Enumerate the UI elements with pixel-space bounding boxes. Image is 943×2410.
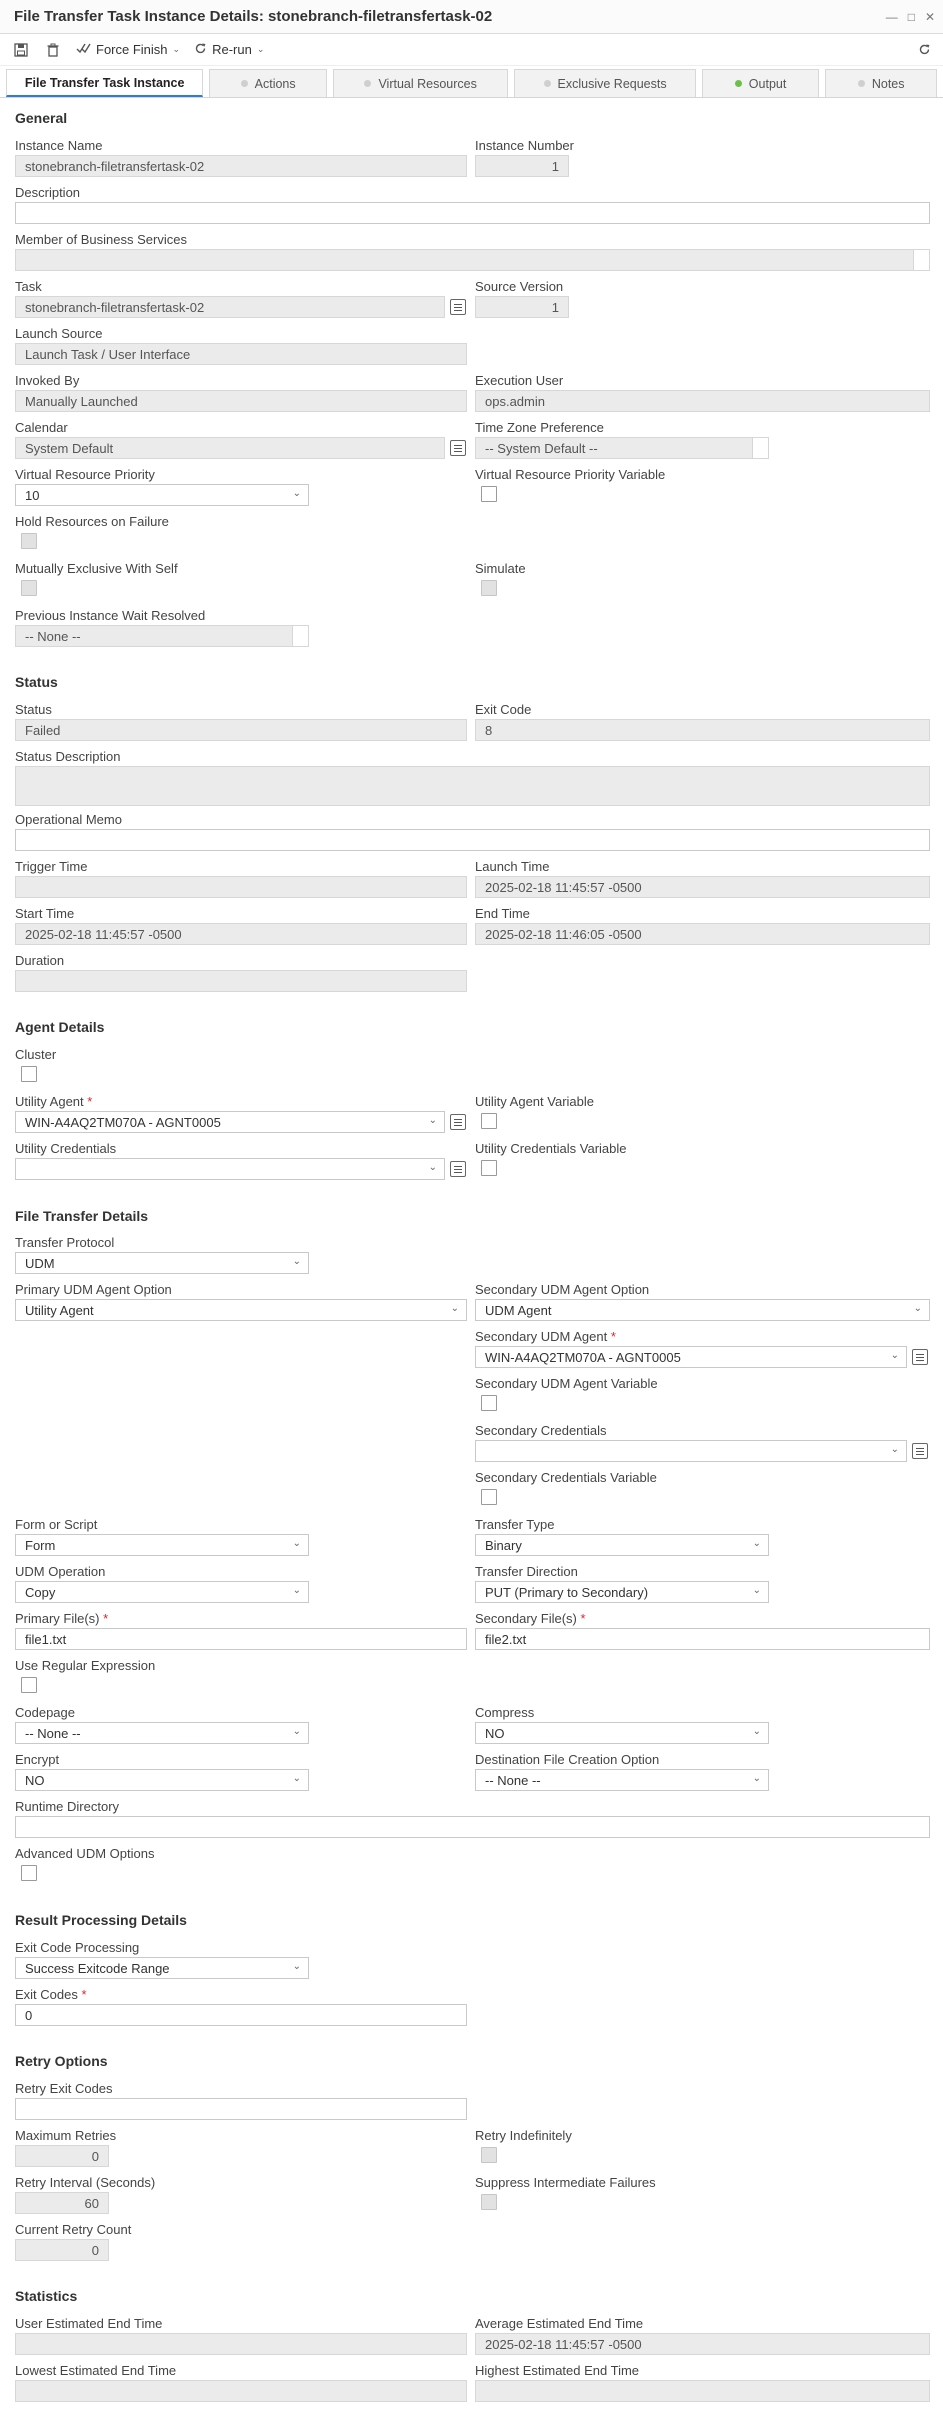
lookup-icon[interactable]	[450, 1114, 466, 1130]
retry-interval-field: 60	[15, 2192, 109, 2214]
transfer-protocol-value: UDM	[25, 1256, 55, 1271]
utility-agent-value: WIN-A4AQ2TM070A - AGNT0005	[25, 1115, 221, 1130]
secondary-udm-option-value: UDM Agent	[485, 1303, 552, 1318]
highest-estimated-end-field	[475, 2380, 930, 2402]
launch-time-label: Launch Time	[475, 859, 550, 874]
start-time-field: 2025-02-18 11:45:57 -0500	[15, 923, 467, 945]
chevron-down-icon: ⌄	[172, 44, 181, 54]
chevron-down-icon: ⌄	[450, 1303, 459, 1314]
required-marker: *	[81, 1987, 87, 2002]
suppress-failures-label: Suppress Intermediate Failures	[475, 2175, 656, 2190]
tab-bar	[0, 66, 943, 98]
user-estimated-end-field	[15, 2333, 467, 2355]
dest-file-option-label: Destination File Creation Option	[475, 1752, 660, 1767]
transfer-protocol-label: Transfer Protocol	[15, 1235, 115, 1250]
member-business-services-label: Member of Business Services	[15, 232, 187, 247]
use-regex-label: Use Regular Expression	[15, 1658, 156, 1673]
end-time-field: 2025-02-18 11:46:05 -0500	[475, 923, 930, 945]
current-retry-count-field: 0	[15, 2239, 109, 2261]
secondary-credentials-var-checkbox[interactable]	[481, 1489, 497, 1505]
exit-code-label: Exit Code	[475, 702, 532, 717]
launch-source-label: Launch Source	[15, 326, 103, 341]
lookup-icon[interactable]	[912, 1443, 928, 1459]
exit-codes-label-text: Exit Codes	[15, 1987, 78, 2002]
required-marker: *	[103, 1611, 109, 1626]
mutex-label: Mutually Exclusive With Self	[15, 561, 178, 576]
dest-file-option-value: -- None --	[485, 1773, 541, 1788]
chevron-down-icon: ⌄	[752, 1538, 761, 1549]
chevron-down-icon: ⌄	[752, 1585, 761, 1596]
avg-estimated-end-label: Average Estimated End Time	[475, 2316, 644, 2331]
utility-credentials-label: Utility Credentials	[15, 1141, 117, 1156]
prev-wait-label: Previous Instance Wait Resolved	[15, 608, 206, 623]
transfer-type-select[interactable]	[475, 1534, 769, 1556]
compress-select[interactable]	[475, 1722, 769, 1744]
transfer-type-value: Binary	[485, 1538, 522, 1553]
exit-codes-field[interactable]: 0	[15, 2004, 467, 2026]
transfer-direction-select[interactable]	[475, 1581, 769, 1603]
compress-label: Compress	[475, 1705, 535, 1720]
tab-label: Output	[748, 76, 787, 91]
titlebar	[0, 0, 943, 34]
vr-priority-select[interactable]	[15, 484, 309, 506]
vr-priority-label: Virtual Resource Priority	[15, 467, 155, 482]
transfer-protocol-select[interactable]	[15, 1252, 309, 1274]
task-field: stonebranch-filetransfertask-02	[15, 296, 445, 318]
force-finish-label: Force Finish	[96, 42, 168, 57]
simulate-checkbox	[481, 580, 497, 596]
section-status-heading: Status	[15, 674, 58, 690]
utility-agent-label	[15, 1094, 92, 1109]
vr-priority-var-label: Virtual Resource Priority Variable	[475, 467, 666, 482]
form-content	[0, 98, 943, 2410]
exit-code-processing-label: Exit Code Processing	[15, 1940, 140, 1955]
tab-output[interactable]	[702, 69, 820, 97]
instance-name-label: Instance Name	[15, 138, 103, 153]
window-title: File Transfer Task Instance Details: stonebranch-filetransfertask-02	[14, 8, 493, 25]
lowest-estimated-end-label: Lowest Estimated End Time	[15, 2363, 177, 2378]
chevron-down-icon: ⌄	[752, 1773, 761, 1784]
chevron-down-icon: ⌄	[292, 1961, 301, 1972]
user-estimated-end-label: User Estimated End Time	[15, 2316, 163, 2331]
timezone-value: -- System Default --	[485, 441, 598, 456]
secondary-files-label-text: Secondary File(s)	[475, 1611, 577, 1626]
utility-credentials-var-checkbox[interactable]	[481, 1160, 497, 1176]
required-marker: *	[87, 1094, 93, 1109]
simulate-label: Simulate	[475, 561, 526, 576]
max-retries-field: 0	[15, 2145, 109, 2167]
prev-wait-select	[15, 625, 309, 647]
retry-indefinitely-label: Retry Indefinitely	[475, 2128, 572, 2143]
section-file-transfer-heading: File Transfer Details	[15, 1208, 149, 1224]
secondary-credentials-select[interactable]	[475, 1440, 907, 1462]
chevron-down-icon: ⌄	[890, 1444, 899, 1455]
tab-virtual-resources[interactable]	[333, 69, 508, 97]
chevron-down-icon: ⌄	[428, 1162, 437, 1173]
tab-label: Notes	[871, 76, 905, 91]
lookup-icon[interactable]	[450, 299, 466, 315]
chevron-down-icon: ⌄	[292, 1585, 301, 1596]
lookup-icon[interactable]	[450, 440, 466, 456]
chevron-down-icon: ⌄	[292, 1773, 301, 1784]
minimize-icon[interactable]: —	[885, 9, 898, 24]
force-finish-icon	[76, 42, 91, 57]
launch-source-field: Launch Task / User Interface	[15, 343, 467, 365]
source-version-label: Source Version	[475, 279, 564, 294]
close-icon[interactable]: ✕	[924, 9, 935, 24]
form-or-script-label: Form or Script	[15, 1517, 98, 1532]
codepage-label: Codepage	[15, 1705, 75, 1720]
primary-files-label	[15, 1611, 108, 1626]
chevron-down-icon: ⌄	[292, 488, 301, 499]
exit-codes-label	[15, 1987, 87, 2002]
start-time-label: Start Time	[15, 906, 75, 921]
status-description-label: Status Description	[15, 749, 121, 764]
secondary-files-field[interactable]: file2.txt	[475, 1628, 930, 1650]
tab-label: Virtual Resources	[378, 76, 477, 91]
primary-udm-option-label: Primary UDM Agent Option	[15, 1282, 172, 1297]
operational-memo-label: Operational Memo	[15, 812, 122, 827]
secondary-udm-agent-label	[475, 1329, 616, 1344]
field-stub	[752, 438, 768, 458]
secondary-credentials-label: Secondary Credentials	[475, 1423, 607, 1438]
description-field[interactable]	[15, 202, 930, 224]
execution-user-label: Execution User	[475, 373, 564, 388]
udm-operation-value: Copy	[25, 1585, 56, 1600]
tab-label: Exclusive Requests	[557, 76, 667, 91]
required-marker: *	[580, 1611, 586, 1626]
use-regex-checkbox[interactable]	[21, 1677, 37, 1693]
hold-resources-checkbox	[21, 533, 37, 549]
tab-label: File Transfer Task Instance	[24, 75, 185, 90]
compress-value: NO	[485, 1726, 505, 1741]
secondary-udm-agent-select[interactable]	[475, 1346, 907, 1368]
status-field: Failed	[15, 719, 467, 741]
advanced-udm-checkbox[interactable]	[21, 1865, 37, 1881]
avg-estimated-end-field: 2025-02-18 11:45:57 -0500	[475, 2333, 930, 2355]
codepage-value: -- None --	[25, 1726, 81, 1741]
exit-code-field: 8	[475, 719, 930, 741]
utility-credentials-select[interactable]	[15, 1158, 445, 1180]
chevron-down-icon: ⌄	[428, 1115, 437, 1126]
status-label: Status	[15, 702, 52, 717]
suppress-failures-checkbox	[481, 2194, 497, 2210]
max-retries-label: Maximum Retries	[15, 2128, 117, 2143]
rerun-button[interactable]	[194, 42, 264, 58]
chevron-down-icon: ⌄	[890, 1350, 899, 1361]
section-agent-heading: Agent Details	[15, 1019, 105, 1035]
chevron-down-icon: ⌄	[752, 1726, 761, 1737]
retry-interval-label: Retry Interval (Seconds)	[15, 2175, 156, 2190]
hold-resources-label: Hold Resources on Failure	[15, 514, 169, 529]
utility-credentials-var-label: Utility Credentials Variable	[475, 1141, 627, 1156]
timezone-select	[475, 437, 769, 459]
chevron-down-icon: ⌄	[292, 1256, 301, 1267]
udm-operation-label: UDM Operation	[15, 1564, 106, 1579]
tab-file-transfer-task-instance[interactable]	[6, 69, 203, 97]
cluster-checkbox[interactable]	[21, 1066, 37, 1082]
lowest-estimated-end-field	[15, 2380, 467, 2402]
utility-agent-select[interactable]	[15, 1111, 445, 1133]
secondary-udm-agent-var-checkbox[interactable]	[481, 1395, 497, 1411]
secondary-files-label	[475, 1611, 586, 1626]
operational-memo-field[interactable]	[15, 829, 930, 851]
duration-label: Duration	[15, 953, 65, 968]
instance-name-field: stonebranch-filetransfertask-02	[15, 155, 467, 177]
chevron-down-icon: ⌄	[292, 1726, 301, 1737]
secondary-credentials-var-label: Secondary Credentials Variable	[475, 1470, 657, 1485]
section-retry-heading: Retry Options	[15, 2053, 108, 2069]
form-or-script-select[interactable]	[15, 1534, 309, 1556]
tab-label: Actions	[254, 76, 296, 91]
form-or-script-value: Form	[25, 1538, 56, 1553]
lookup-icon[interactable]	[912, 1349, 928, 1365]
tab-notes[interactable]	[825, 69, 937, 97]
codepage-select[interactable]	[15, 1722, 309, 1744]
source-version-field: 1	[475, 296, 569, 318]
trigger-time-label: Trigger Time	[15, 859, 88, 874]
primary-udm-option-select[interactable]	[15, 1299, 467, 1321]
section-statistics-heading: Statistics	[15, 2288, 78, 2304]
transfer-direction-label: Transfer Direction	[475, 1564, 578, 1579]
tab-exclusive-requests[interactable]	[514, 69, 695, 97]
calendar-field: System Default	[15, 437, 445, 459]
cluster-label: Cluster	[15, 1047, 57, 1062]
status-description-field	[15, 766, 930, 806]
secondary-udm-agent-var-label: Secondary UDM Agent Variable	[475, 1376, 658, 1391]
task-label: Task	[15, 279, 42, 294]
section-result-processing-heading: Result Processing Details	[15, 1912, 187, 1928]
utility-agent-label-text: Utility Agent	[15, 1094, 84, 1109]
tab-status-dot	[858, 80, 865, 87]
prev-wait-value: -- None --	[25, 629, 81, 644]
dest-file-option-select[interactable]	[475, 1769, 769, 1791]
encrypt-label: Encrypt	[15, 1752, 60, 1767]
chevron-down-icon: ⌄	[256, 44, 265, 54]
encrypt-select[interactable]	[15, 1769, 309, 1791]
tab-actions[interactable]	[209, 69, 327, 97]
lookup-icon[interactable]	[450, 1161, 466, 1177]
secondary-udm-agent-value: WIN-A4AQ2TM070A - AGNT0005	[485, 1350, 681, 1365]
duration-field	[15, 970, 467, 992]
tab-status-dot	[241, 80, 248, 87]
launch-time-field: 2025-02-18 11:45:57 -0500	[475, 876, 930, 898]
instance-number-field: 1	[475, 155, 569, 177]
vr-priority-value: 10	[25, 488, 40, 503]
invoked-by-field: Manually Launched	[15, 390, 467, 412]
utility-agent-var-checkbox[interactable]	[481, 1113, 497, 1129]
chevron-down-icon: ⌄	[913, 1303, 922, 1314]
tab-status-dot	[735, 80, 742, 87]
field-stub	[292, 626, 308, 646]
calendar-label: Calendar	[15, 420, 68, 435]
chevron-down-icon: ⌄	[292, 1538, 301, 1549]
tab-status-dot	[544, 80, 551, 87]
required-marker: *	[610, 1329, 616, 1344]
mutex-checkbox	[21, 580, 37, 596]
toolbar	[0, 34, 943, 66]
secondary-udm-agent-label-text: Secondary UDM Agent	[475, 1329, 608, 1344]
vr-priority-var-checkbox[interactable]	[481, 486, 497, 502]
current-retry-count-label: Current Retry Count	[15, 2222, 132, 2237]
rerun-label: Re-run	[212, 42, 252, 57]
execution-user-field: ops.admin	[475, 390, 930, 412]
udm-operation-select[interactable]	[15, 1581, 309, 1603]
highest-estimated-end-label: Highest Estimated End Time	[475, 2363, 640, 2378]
end-time-label: End Time	[475, 906, 530, 921]
advanced-udm-label: Advanced UDM Options	[15, 1846, 155, 1861]
save-icon[interactable]	[12, 41, 30, 59]
instance-number-label: Instance Number	[475, 138, 574, 153]
delete-icon[interactable]	[44, 41, 62, 59]
member-business-services-field	[15, 249, 930, 271]
exit-code-processing-select[interactable]	[15, 1957, 309, 1979]
description-label: Description	[15, 185, 81, 200]
secondary-udm-option-select[interactable]	[475, 1299, 930, 1321]
encrypt-value: NO	[25, 1773, 45, 1788]
primary-udm-option-value: Utility Agent	[25, 1303, 94, 1318]
transfer-direction-value: PUT (Primary to Secondary)	[485, 1585, 649, 1600]
trigger-time-field	[15, 876, 467, 898]
maximize-icon[interactable]: □	[907, 9, 915, 24]
invoked-by-label: Invoked By	[15, 373, 80, 388]
primary-files-field[interactable]: file1.txt	[15, 1628, 467, 1650]
section-general-heading: General	[15, 110, 68, 126]
runtime-directory-label: Runtime Directory	[15, 1799, 120, 1814]
primary-files-label-text: Primary File(s)	[15, 1611, 100, 1626]
transfer-type-label: Transfer Type	[475, 1517, 555, 1532]
secondary-udm-option-label: Secondary UDM Agent Option	[475, 1282, 650, 1297]
utility-agent-var-label: Utility Agent Variable	[475, 1094, 594, 1109]
field-stub	[913, 250, 929, 270]
timezone-label: Time Zone Preference	[475, 420, 604, 435]
retry-exit-codes-field[interactable]	[15, 2098, 467, 2120]
refresh-icon[interactable]	[915, 41, 933, 59]
rerun-icon	[194, 42, 207, 58]
tab-status-dot	[364, 80, 371, 87]
retry-indefinitely-checkbox	[481, 2147, 497, 2163]
force-finish-button[interactable]	[76, 42, 180, 57]
retry-exit-codes-label: Retry Exit Codes	[15, 2081, 113, 2096]
runtime-directory-field[interactable]	[15, 1816, 930, 1838]
exit-code-processing-value: Success Exitcode Range	[25, 1961, 170, 1976]
